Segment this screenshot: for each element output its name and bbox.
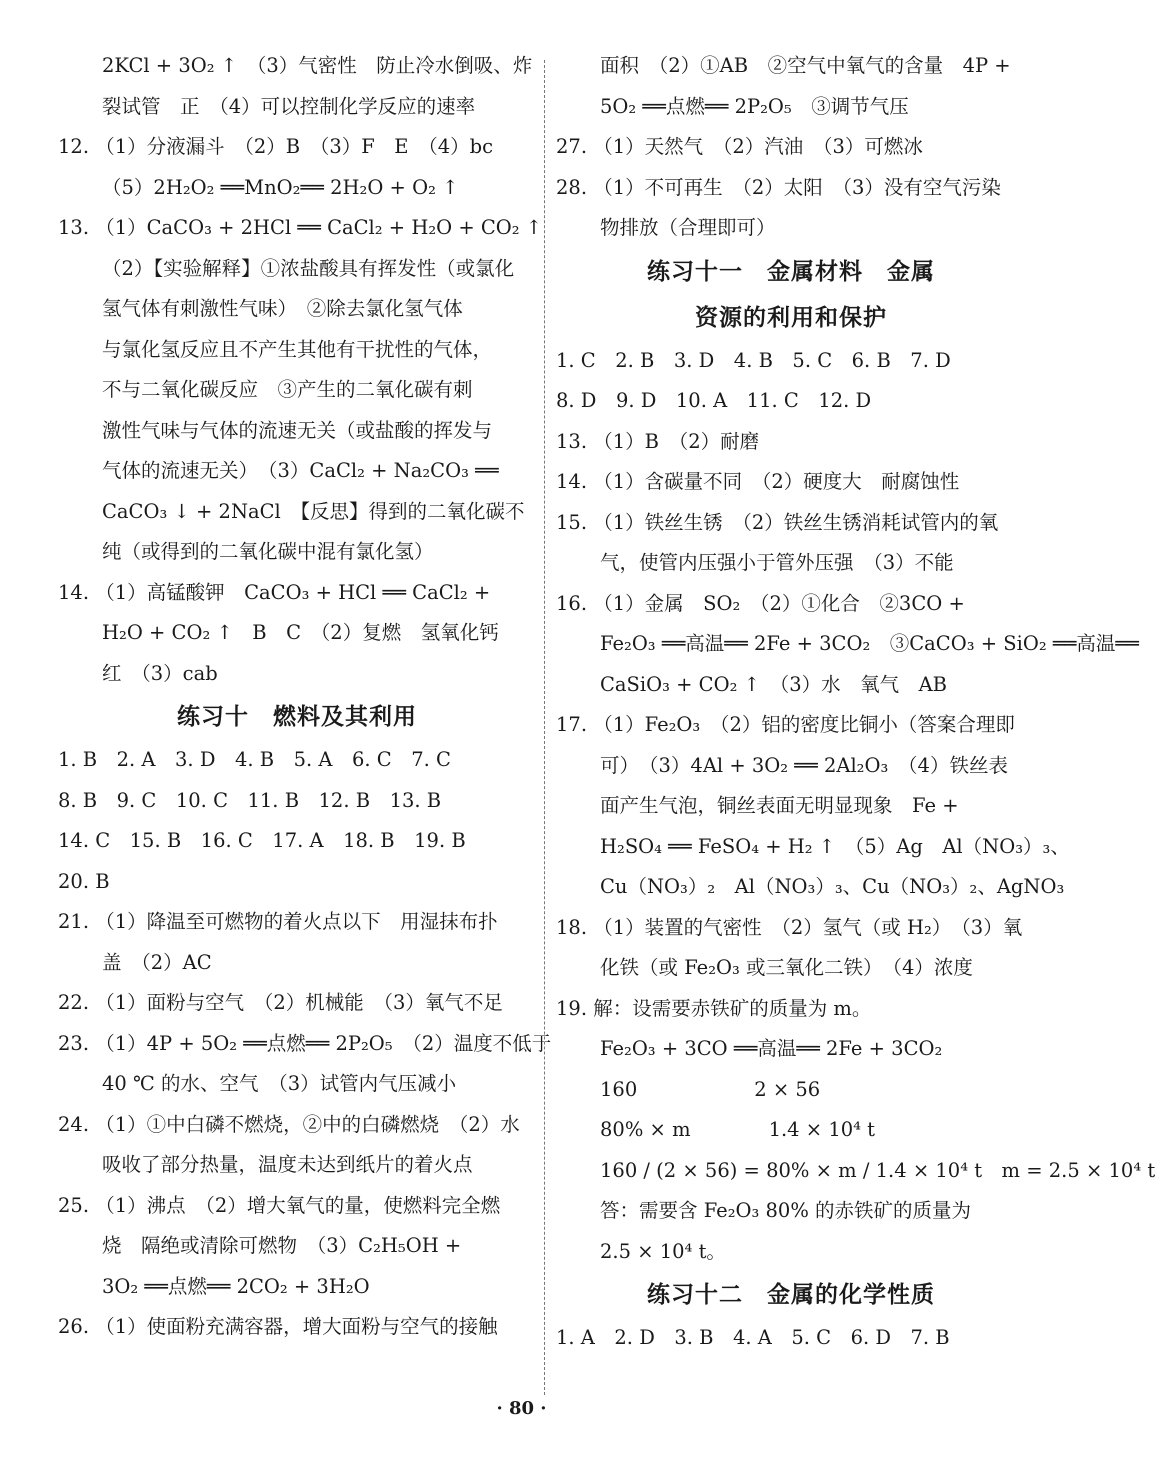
answer-line: 吸收了部分热量，温度未达到纸片的着火点 xyxy=(102,1153,473,1176)
answer-line: 24. （1）①中白磷不燃烧，②中的白磷燃烧 （2）水 xyxy=(58,1112,520,1136)
answer-line: 14. （1）高锰酸钾 CaCO₃ + HCl ══ CaCl₂ + xyxy=(58,580,491,604)
answer-line: 80% × m 1.4 × 10⁴ t xyxy=(600,1118,875,1141)
answer-line: 28. （1）不可再生 （2）太阳 （3）没有空气污染 xyxy=(556,175,1001,199)
answer-line: 20. B xyxy=(58,869,110,893)
right-column xyxy=(556,46,1155,1359)
section-title: 资源的利用和保护 xyxy=(695,304,887,331)
answer-line: 2.5 × 10⁴ t。 xyxy=(600,1239,726,1263)
answer-line: 与氯化氢反应且不产生其他有干扰性的气体， xyxy=(102,337,493,361)
answer-line: 化铁（或 Fe₂O₃ 或三氧化二铁） （4）浓度 xyxy=(600,956,973,979)
answer-line: CaCO₃ ↓ + 2NaCl 【反思】得到的二氧化碳不 xyxy=(102,499,525,523)
column-divider xyxy=(544,60,545,1395)
answer-line: 气，使管内压强小于管外压强 （3）不能 xyxy=(600,551,954,574)
answer-line: 面积 （2）①AB ②空气中氧气的含量 4P + xyxy=(600,54,1011,77)
answer-line: 8. D 9. D 10. A 11. C 12. D xyxy=(556,389,872,412)
left-column xyxy=(58,46,552,1348)
answer-line: 18. （1）装置的气密性 （2）氢气（或 H₂） （3）氧 xyxy=(556,915,1023,939)
answer-line: 40 ℃ 的水、空气 （3）试管内气压减小 xyxy=(102,1072,457,1095)
answer-line: 3O₂ ══点燃══ 2CO₂ + 3H₂O xyxy=(102,1274,370,1298)
answer-line: 15. （1）铁丝生锈 （2）铁丝生锈消耗试管内的氧 xyxy=(556,510,999,534)
answer-line: 氢气体有刺激性气味） ②除去氯化氢气体 xyxy=(102,297,463,320)
answer-line: 1. B 2. A 3. D 4. B 5. A 6. C 7. C xyxy=(58,748,451,771)
answer-line: 2KCl + 3O₂ ↑ （3）气密性 防止冷水倒吸、炸 xyxy=(102,54,533,77)
answer-line: 气体的流速无关） （3）CaCl₂ + Na₂CO₃ ══ xyxy=(102,459,499,482)
answer-line: （2）【实验解释】①浓盐酸具有挥发性（或氯化 xyxy=(102,256,515,280)
answer-line: 19. 解：设需要赤铁矿的质量为 m。 xyxy=(556,996,872,1020)
answer-line: 12. （1）分液漏斗 （2）B （3）F E （4）bc xyxy=(58,135,494,158)
page-number: · 80 · xyxy=(496,1398,547,1419)
answer-line: 21. （1）降温至可燃物的着火点以下 用湿抹布扑 xyxy=(58,910,498,933)
answer-line: 5O₂ ══点燃══ 2P₂O₅ ③调节气压 xyxy=(600,94,909,118)
answer-line: Cu（NO₃）₂ Al（NO₃）₃、Cu（NO₃）₂、AgNO₃ xyxy=(600,875,1065,898)
section-title: 练习十 燃料及其利用 xyxy=(177,704,417,730)
answer-line: 烧 隔绝或清除可燃物 （3）C₂H₅OH + xyxy=(102,1234,462,1257)
answer-line: 22. （1）面粉与空气 （2）机械能 （3）氧气不足 xyxy=(58,991,503,1014)
answer-line: Fe₂O₃ + 3CO ══高温══ 2Fe + 3CO₂ xyxy=(600,1037,943,1060)
answer-line: 16. （1）金属 SO₂ （2）①化合 ②3CO + xyxy=(556,591,965,615)
answer-line: 1. C 2. B 3. D 4. B 5. C 6. B 7. D xyxy=(556,348,951,372)
answer-line: 红 （3）cab xyxy=(102,661,218,685)
answer-line: H₂O + CO₂ ↑ B C （2）复燃 氢氧化钙 xyxy=(102,621,499,644)
answer-line: 160 / (2 × 56) = 80% × m / 1.4 × 10⁴ t m = 2.5 × 10⁴ t xyxy=(600,1158,1155,1182)
answer-line: 答：需要含 Fe₂O₃ 80% 的赤铁矿的质量为 xyxy=(600,1199,972,1222)
section-title: 练习十一 金属材料 金属 xyxy=(647,258,935,285)
answer-line: CaSiO₃ + CO₂ ↑ （3）水 氧气 AB xyxy=(600,672,948,696)
answer-line: 25. （1）沸点 （2）增大氧气的量，使燃料完全燃 xyxy=(58,1193,501,1217)
answer-line: （5）2H₂O₂ ══MnO₂══ 2H₂O + O₂ ↑ xyxy=(102,175,459,199)
answer-line: 1. A 2. D 3. B 4. A 5. C 6. D 7. B xyxy=(556,1326,950,1349)
answer-line: 27. （1）天然气 （2）汽油 （3）可燃冰 xyxy=(556,135,923,158)
answer-line: 面产生气泡，铜丝表面无明显现象 Fe + xyxy=(600,794,959,817)
section-title: 练习十二 金属的化学性质 xyxy=(647,1282,935,1308)
answer-line: 可） （3）4Al + 3O₂ ══ 2Al₂O₃ （4）铁丝表 xyxy=(600,753,1008,777)
answer-line: 160 2 × 56 xyxy=(600,1077,821,1101)
answer-line: 26. （1）使面粉充满容器，增大面粉与空气的接触 xyxy=(58,1315,498,1338)
answer-line: 物排放（合理即可） xyxy=(600,216,776,239)
answer-line: 14. （1）含碳量不同 （2）硬度大 耐腐蚀性 xyxy=(556,470,960,493)
answer-line: 17. （1）Fe₂O₃ （2）铝的密度比铜小（答案合理即 xyxy=(556,713,1015,736)
answer-line: 13. （1）CaCO₃ + 2HCl ══ CaCl₂ + H₂O + CO₂ ↑ xyxy=(58,216,543,239)
answer-line: 23. （1）4P + 5O₂ ══点燃══ 2P₂O₅ （2）温度不低于 xyxy=(58,1031,552,1055)
answer-line: 激性气味与气体的流速无关（或盐酸的挥发与 xyxy=(102,418,493,442)
answer-line: 不与二氧化碳反应 ③产生的二氧化碳有刺 xyxy=(102,378,473,401)
answer-line: H₂SO₄ ══ FeSO₄ + H₂ ↑ （5）Ag Al（NO₃）₃、 xyxy=(600,834,1070,858)
answer-line: 8. B 9. C 10. C 11. B 12. B 13. B xyxy=(58,788,442,812)
answer-line: 纯（或得到的二氧化碳中混有氯化氢） xyxy=(102,540,434,563)
answer-line: 13. （1）B （2）耐磨 xyxy=(556,429,760,453)
answer-line: 盖 （2）AC xyxy=(102,950,212,974)
answer-line: Fe₂O₃ ══高温══ 2Fe + 3CO₂ ③CaCO₃ + SiO₂ ══高温══ xyxy=(600,632,1139,655)
answer-line: 裂试管 正 （4）可以控制化学反应的速率 xyxy=(102,94,476,118)
answer-line: 14. C 15. B 16. C 17. A 18. B 19. B xyxy=(58,829,466,852)
